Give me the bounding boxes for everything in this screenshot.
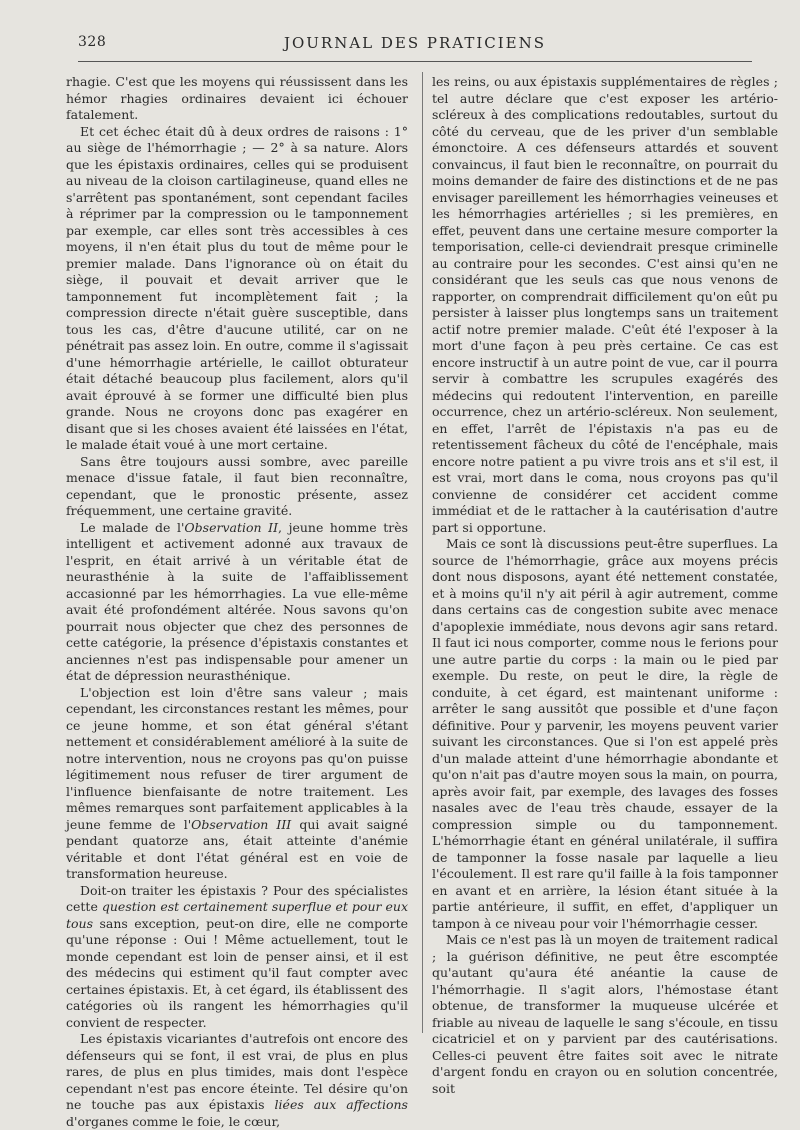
paragraph-text: Doit-on traiter les épistaxis ? Pour des spécialistes cette <box>66 882 408 914</box>
paragraph: Mais ce sont là discussions peut-être superflues. La source de l'hémorrhagie, grâce aux moyens précis dont nous disposons, ayant été nettement constatée, et à moins qu'il n'y ait péril à agir autrement, comme dans certains cas de congestion subite avec menace d'apoplexie immédiate, nous devons agir sans retard. Il faut ici nous comporter, comme nous le ferions pour une autre partie du corps : la main ou le pied par exemple. Du reste, on peut le dire, la règle de conduite, à cet égard, est maintenant uniforme : arrêter le sang aussitôt que possible et d'une façon définitive. Pour y parvenir, les moyens peuvent varier suivant les circonstances. Que si l'on est appelé près d'un malade atteint d'une hémorrhagie abondante et qu'on n'ait pas d'autre moyen sous la main, on pourra, après avoir fait, par exemple, des lavages des fosses nasales avec de l'eau très chaude, essayer de la compression simple ou du tamponnement. L'hémorrhagie étant en général unilatérale, il suffira de tamponner la fosse nasale par laquelle a lieu l'écoulement. Il est rare qu'il faille à la fois tamponner en avant et en arrière, la lésion étant située à la partie antérieure, il suffit, en effet, d'appliquer un tampon à ce niveau pour voir l'hémorrhagie cesser. <box>432 536 778 931</box>
paragraph: Mais ce n'est pas là un moyen de traitement radical ; la guérison définitive, ne peut être escomptée qu'autant qu'aura été anéantie la cause de l'hémorrhagie. Il s'agit alors, l'hémostase étant obtenue, de transformer la muqueuse ulcérée et friable au niveau de laquelle le sang s'écoule, en tissu cicatriciel et on y parvient par des cautérisations. Celles-ci peuvent être faites soit avec le nitrate d'argent fondu en crayon ou en solution concentrée, soit <box>432 932 778 1096</box>
paragraph: Sans être toujours aussi sombre, avec pareille menace d'issue fatale, il faut bien reconnaître, cependant, que le pronostic présente, assez fréquemment, une certaine gravité. <box>66 453 408 518</box>
paragraph: rhagie. C'est que les moyens qui réussissent dans les hémor rhagies ordinaires devaient ici échouer fatalement. <box>66 74 408 122</box>
paragraph <box>66 1031 408 1130</box>
observation-reference: Observation III <box>191 816 292 832</box>
paragraph <box>66 883 408 1032</box>
paragraph-text: sans exception, peut-on dire, elle ne comporte qu'une réponse : Oui ! Même actuellement, tout le monde cependant est loin de penser ainsi, et il est des médecins qui estiment qu'il faut compter avec certaines épistaxis. Et, à cet égard, ils établissent des catégories où ils rangent les hémorrhagies qu'il convient de respecter. <box>66 915 408 1030</box>
journal-title: JOURNAL DES PRATICIENS <box>283 34 547 52</box>
italic-phrase: liées aux affections <box>274 1097 408 1112</box>
column-divider <box>422 72 423 1033</box>
paragraph: les reins, ou aux épistaxis supplémentaires de règles ; tel autre déclare que c'est exposer les artério-scléreux à des complications redoutables, surtout du côté du cerveau, que de les priver d'un semblable émonctoire. A ces défenseurs attardés et souvent convaincus, il faut bien le reconnaître, on pourrait du moins demander de faire des distinctions et de ne pas envisager pareillement les hémorrhagies veineuses et les hémorrhagies artérielles ; si les premières, en effet, peuvent dans une certaine mesure comporter la temporisation, celle-ci deviendrait presque criminelle au contraire pour les secondes. C'est ainsi qu'en ne considérant que les seuls cas que nous venons de rapporter, on comprendrait difficilement qu'on eût pu persister à laisser plus longtemps sans un traitement actif notre premier malade. C'eût été l'exposer à la mort d'une façon à peu près certaine. Ce cas est encore instructif à un autre point de vue, car il pourra servir à combattre les scrupules exagérés des médecins qui redoutent l'intervention, en pareille occurrence, chez un artério-scléreux. Non seulement, en effet, l'arrêt de l'épistaxis n'a pas eu de retentissement fâcheux du côté de l'encéphale, mais encore notre patient a pu vivre trois ans et s'il est, il est vrai, mort dans le coma, nous croyons pas qu'il convienne de considérer cet accident comme immédiat et de le rattacher à la cautérisation d'autre part si opportune. <box>432 74 778 535</box>
paragraph-text: , jeune homme très intelligent et activement adonné aux travaux de l'esprit, en était arrivé à un véritable état de neurasthénie à la suite de l'affaiblissement accasionné par les hémorrhagies. La vue elle-même avait été profondément altérée. Nous savons qu'on pourrait nous objecter que chez des personnes de cette catégorie, la présence d'épistaxis constantes et anciennes n'est pas indispensable pour amener un état de dépression neurasthénique. <box>66 519 409 683</box>
page-header <box>78 34 752 56</box>
observation-reference: Observation II <box>184 519 279 535</box>
paragraph <box>66 685 408 883</box>
paragraph: Et cet échec était dû à deux ordres de raisons : 1° au siège de l'hémorrhagie ; — 2° à sa nature. Alors que les épistaxis ordinaires, celles qui se produisent au niveau de la cloison cartilagineuse, quand elles ne s'arrêtent pas spontanément, sont cependant faciles à réprimer par la compression ou le tamponnement par exemple, car elles sont très accessibles à ces moyens, il n'en était plus du tout de même pour le premier malade. Dans l'ignorance où on était du siège, il pouvait et devait arriver que le tamponnement fut incomplètement fait ; la compression directe n'était guère susceptible, dans tous les cas, d'être d'aucune utilité, car on ne pénétrait pas assez loin. En outre, comme il s'agissait d'une hémorrhagie artérielle, le caillot obturateur était détaché beaucoup plus facilement, alors qu'il avait éprouvé à se former une difficulté bien plus grande. Nous ne croyons donc pas exagérer en disant que si les choses avaient été laissées en l'état, le malade était voué à une mort certaine. <box>66 123 408 452</box>
right-column <box>432 74 778 1096</box>
paragraph-text: L'objection est loin d'être sans valeur ; mais cependant, les circonstances restant les mêmes, pour ce jeune homme, et son état général s'étant nettement et considérablement amélioré à la suite de notre intervention, nous ne croyons pas qu'on puisse légitimement nous refuser de tirer argument de l'influence bienfaisante de notre traitement. Les mêmes remarques sont parfaitement applicables à la jeune femme de l' <box>66 684 408 832</box>
paragraph-text: Le malade de l' <box>80 519 185 535</box>
paragraph-text: Les épistaxis vicariantes d'autrefois ont encore des défenseurs qui se font, il est vrai, de plus en plus rares, de plus en plus timides, mais dont l'espèce cependant n'est pas encore éteinte. Tel désire qu'on ne touche pas aux épistaxis <box>66 1031 408 1112</box>
header-rule <box>78 61 752 62</box>
page-number: 328 <box>78 34 107 50</box>
paragraph-text: qui avait saigné pendant quatorze ans, était atteinte d'anémie véritable et dont l'état général est en voie de transformation heureuse. <box>66 816 409 881</box>
left-column <box>66 74 409 1129</box>
paragraph <box>66 520 408 685</box>
paragraph-text: d'organes comme le foie, le cœur, <box>66 1113 281 1129</box>
italic-phrase: question est certainement superflue et pour eux tous <box>66 899 408 931</box>
